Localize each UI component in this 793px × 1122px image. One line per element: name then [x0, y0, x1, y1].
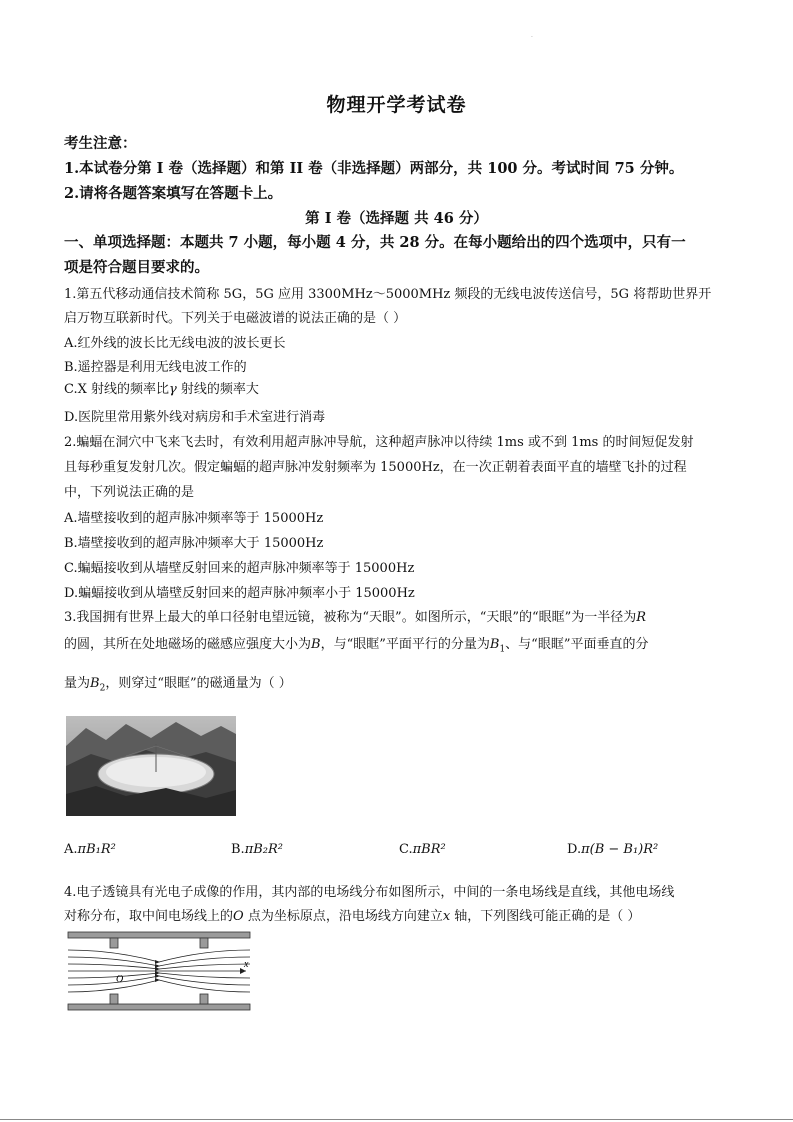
q3-line2-a: 的圆，其所在处地磁场的磁感应强度大小为	[64, 637, 312, 652]
q2-line3: 中，下列说法正确的是	[64, 485, 195, 500]
b2-symbol: B	[90, 676, 100, 691]
q2-option-c: C.蝙蝠接收到从墙壁反射回来的超声脉冲频率等于 15000Hz	[64, 561, 415, 576]
b-symbol: B	[311, 637, 321, 652]
q3-line3	[64, 672, 292, 694]
q3-line3-b: ，则穿过“眼眶”的磁通量为（ ）	[105, 676, 292, 691]
q3-option-a-expr: πB₁R²	[77, 842, 116, 857]
q3-option-d-label: D.	[567, 842, 582, 857]
section-title: 第 I 卷（选择题 共 46 分）	[305, 210, 488, 227]
q2-option-d: D.蝙蝠接收到从墙壁反射回来的超声脉冲频率小于 15000Hz	[64, 586, 415, 601]
top-left-electrode	[110, 938, 118, 948]
q1-option-b: B.遥控器是利用无线电波工作的	[64, 360, 247, 375]
q1-option-c	[64, 378, 259, 397]
q3-line2	[64, 633, 648, 655]
bottom-right-electrode	[200, 994, 208, 1004]
top-right-electrode	[200, 938, 208, 948]
q4-line2-c: 轴，下列图线可能正确的是（ ）	[450, 909, 641, 924]
b1-symbol: B	[489, 637, 500, 652]
page-bottom-rule	[0, 1119, 793, 1120]
q2-line1: 2.蝙蝠在洞穴中飞来飞去时，有效利用超声脉冲导航，这种超声脉冲以待续 1ms 或不到 1ms 的时间短促发射	[64, 435, 694, 450]
q3-option-b	[231, 842, 283, 857]
diagram-x-label: x	[244, 959, 249, 970]
b2-subscript: 2	[99, 683, 106, 694]
q1-line1: 1.第五代移动通信技术简称 5G，5G 应用 3300MHz～5000MHz 频段的无线电波传送信号，5G 将帮助世界开	[64, 287, 712, 302]
q3-line1	[64, 606, 646, 625]
q3-option-a-label: A.	[64, 842, 78, 857]
q1-line2: 启万物互联新时代。下列关于电磁波谱的说法正确的是（ ）	[64, 311, 407, 326]
q1-option-a: A.红外线的波长比无线电波的波长更长	[64, 336, 286, 351]
q3-line2-b: ，与“眼眶”平面平行的分量为	[320, 637, 490, 652]
bottom-left-electrode	[110, 994, 118, 1004]
telescope-photo	[66, 716, 236, 816]
scan-dot: ·	[531, 34, 533, 41]
b1-subscript: 1	[499, 644, 506, 655]
q4-line2-b: 点为坐标原点，沿电场线方向建立	[243, 909, 443, 924]
q3-option-a	[64, 842, 116, 857]
telescope-illustration	[66, 716, 236, 816]
q3-option-c-expr: πBR²	[412, 842, 446, 857]
q3-option-c-label: C.	[399, 842, 413, 857]
notice-label: 考生注意：	[64, 135, 137, 152]
section-instruction-1: 一、单项选择题：本题共 7 小题，每小题 4 分，共 28 分。在每小题给出的四个选项中，只有一	[64, 234, 686, 251]
notice-2: 2.请将各题答案填写在答题卡上。	[64, 185, 283, 202]
q4-line2	[64, 905, 640, 924]
q4-line2-a: 对称分布，取中间电场线上的	[64, 909, 234, 924]
q3-option-b-label: B.	[231, 842, 245, 857]
electron-lens-diagram	[64, 930, 254, 1012]
q3-option-b-expr: πB₂R²	[244, 842, 283, 857]
section-instruction-2: 项是符合题目要求的。	[64, 259, 209, 276]
q3-option-c	[399, 842, 446, 857]
x-axis-symbol: x	[442, 909, 451, 924]
top-plate	[68, 932, 250, 938]
bottom-plate	[68, 1004, 250, 1010]
q2-line2: 且每秒重复发射几次。假定蝙蝠的超声脉冲发射频率为 15000Hz，在一次正朝着表面平直的墙壁飞扑的过程	[64, 460, 687, 475]
q2-option-a: A.墙壁接收到的超声脉冲频率等于 15000Hz	[64, 511, 324, 526]
diagram-origin-label: O	[116, 974, 124, 985]
q1-option-c-post: 射线的频率大	[176, 382, 259, 397]
q4-line1: 4.电子透镜具有光电子成像的作用，其内部的电场线分布如图所示，中间的一条电场线是直线，其他电场线	[64, 885, 675, 900]
q3-line1-text: 3.我国拥有世界上最大的单口径射电望远镜，被称为“天眼”。如图所示，“天眼”的“眼眶”为一半径为	[64, 610, 637, 625]
origin-symbol: O	[233, 909, 244, 924]
q2-option-b: B.墙壁接收到的超声脉冲频率大于 15000Hz	[64, 536, 324, 551]
q3-option-d	[567, 842, 658, 857]
q1-option-d: D.医院里常用紫外线对病房和手术室进行消毒	[64, 410, 326, 425]
notice-1: 1.本试卷分第 I 卷（选择题）和第 II 卷（非选择题）两部分，共 100 分。考试时间 75 分钟。	[64, 160, 684, 177]
q3-option-d-expr: π(B − B₁)R²	[581, 842, 659, 857]
q1-option-c-pre: C.X 射线的频率比	[64, 382, 170, 397]
q3-line3-a: 量为	[64, 676, 91, 691]
q3-line2-c: 、与“眼眶”平面垂直的分	[505, 637, 649, 652]
gamma-symbol: γ	[169, 382, 177, 397]
page-title: 物理开学考试卷	[326, 94, 467, 116]
radius-symbol: R	[636, 610, 647, 625]
